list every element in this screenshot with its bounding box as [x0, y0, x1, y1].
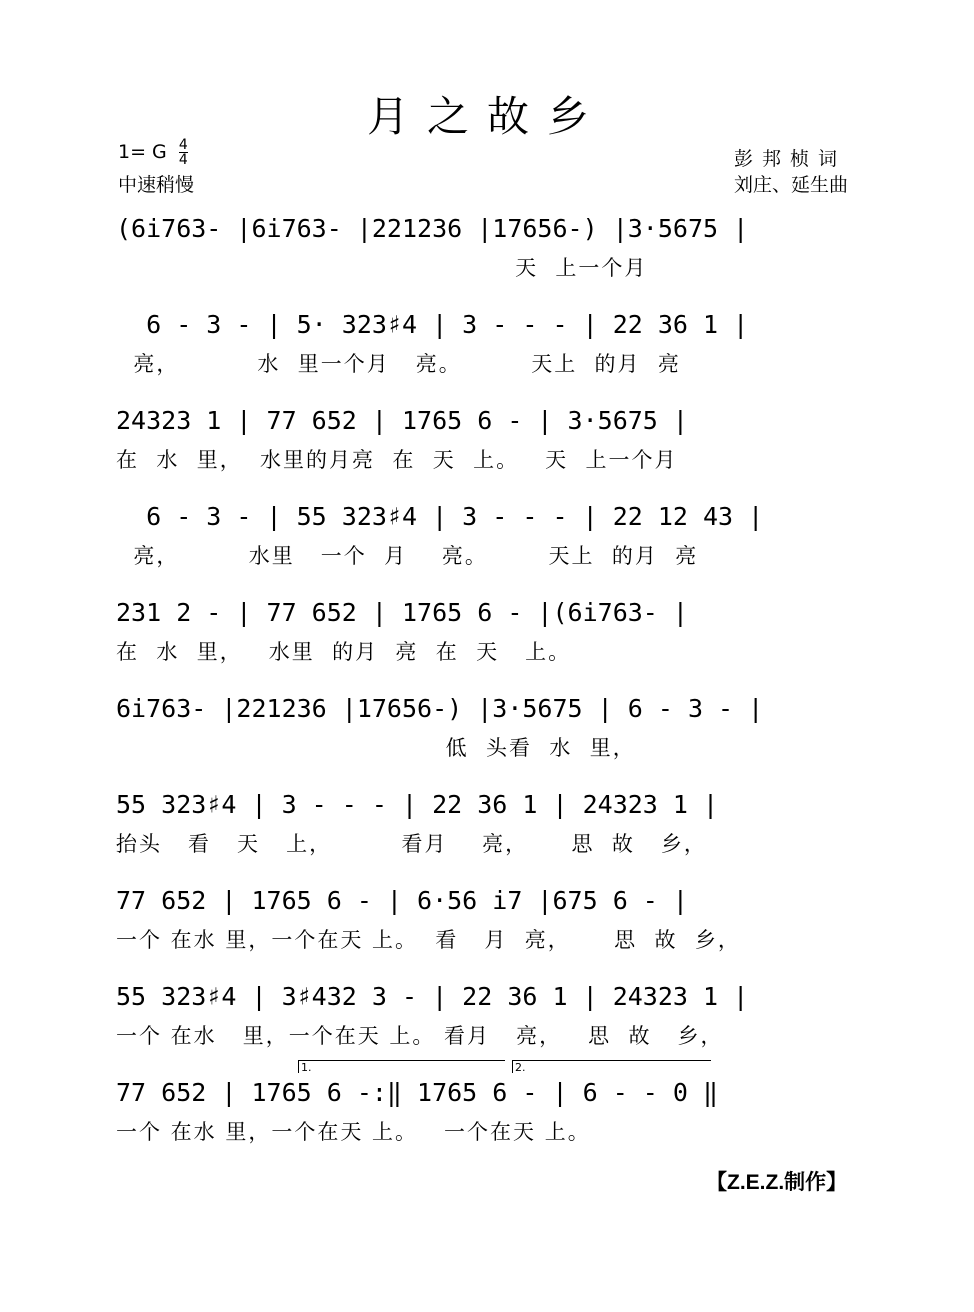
lyrics: 天 上一个月 — [116, 256, 648, 280]
key-text: 1= G — [118, 141, 167, 163]
notation: 77 652 | 1765 6 - | 6·56 i7 |675 6 - | — [116, 886, 688, 915]
lyrics: 一个 在水 里，一个在天 上。 一个在天 上。 — [116, 1120, 591, 1144]
lyrics: 抬头 看 天 上， 看月 亮， 思 故 乡， — [116, 832, 707, 856]
notation: 77 652 | 1765 6 -:‖ 1765 6 - | 6 - - 0 ‖ — [116, 1078, 719, 1107]
lyrics: 亮， 水 里一个月 亮。 天上 的月 亮 — [116, 352, 681, 376]
lyrics: 亮， 水里 一个 月 亮。 天上 的月 亮 — [116, 544, 699, 568]
composer-credit: 刘庄、延生曲 — [734, 174, 849, 196]
lyrics: 在 水 里， 水里的月亮 在 天 上。 天 上一个月 — [116, 448, 678, 472]
lyricist-credit: 彭邦桢词 — [734, 148, 847, 170]
lyrics: 一个 在水 里，一个在天 上。 看 月 亮， 思 故 乡， — [116, 928, 741, 952]
notation: 55 323♯4 | 3 - - - | 22 36 1 | 24323 1 | — [116, 790, 719, 819]
notation: 24323 1 | 77 652 | 1765 6 - | 3·5675 | — [116, 406, 688, 435]
lyrics: 低 头看 水 里， — [116, 736, 636, 760]
notation: 6 - 3 - | 55 323♯4 | 3 - - - | 22 12 43 | — [116, 502, 764, 531]
lyrics: 一个 在水 里，一个在天 上。 看月 亮， 思 故 乡， — [116, 1024, 724, 1048]
time-signature-bottom: 4 — [178, 152, 188, 168]
key-signature — [118, 138, 188, 167]
notation: 55 323♯4 | 3♯432 3 - | 22 36 1 | 24323 1 | — [116, 982, 749, 1011]
notation: 6i763- |221236 |17656-) |3·5675 | 6 - 3 - | — [116, 694, 764, 723]
first-ending-bracket: 1. — [298, 1060, 505, 1073]
notation: 231 2 - | 77 652 | 1765 6 - |(6i763- | — [116, 598, 688, 627]
notation: (6i763- |6i763- |221236 |17656-) |3·5675 | — [116, 214, 749, 243]
notation: 6 - 3 - | 5· 323♯4 | 3 - - - | 22 36 1 | — [116, 310, 749, 339]
lyrics: 在 水 里， 水里 的月 亮 在 天 上。 — [116, 640, 572, 664]
time-signature — [179, 138, 188, 167]
page-title: 月之故乡 — [366, 92, 607, 141]
tempo-marking: 中速稍慢 — [118, 174, 195, 196]
time-signature-top: 4 — [178, 137, 188, 153]
second-ending-bracket: 2. — [512, 1060, 711, 1073]
maker-credit: 【Z.E.Z.制作】 — [706, 1171, 848, 1194]
